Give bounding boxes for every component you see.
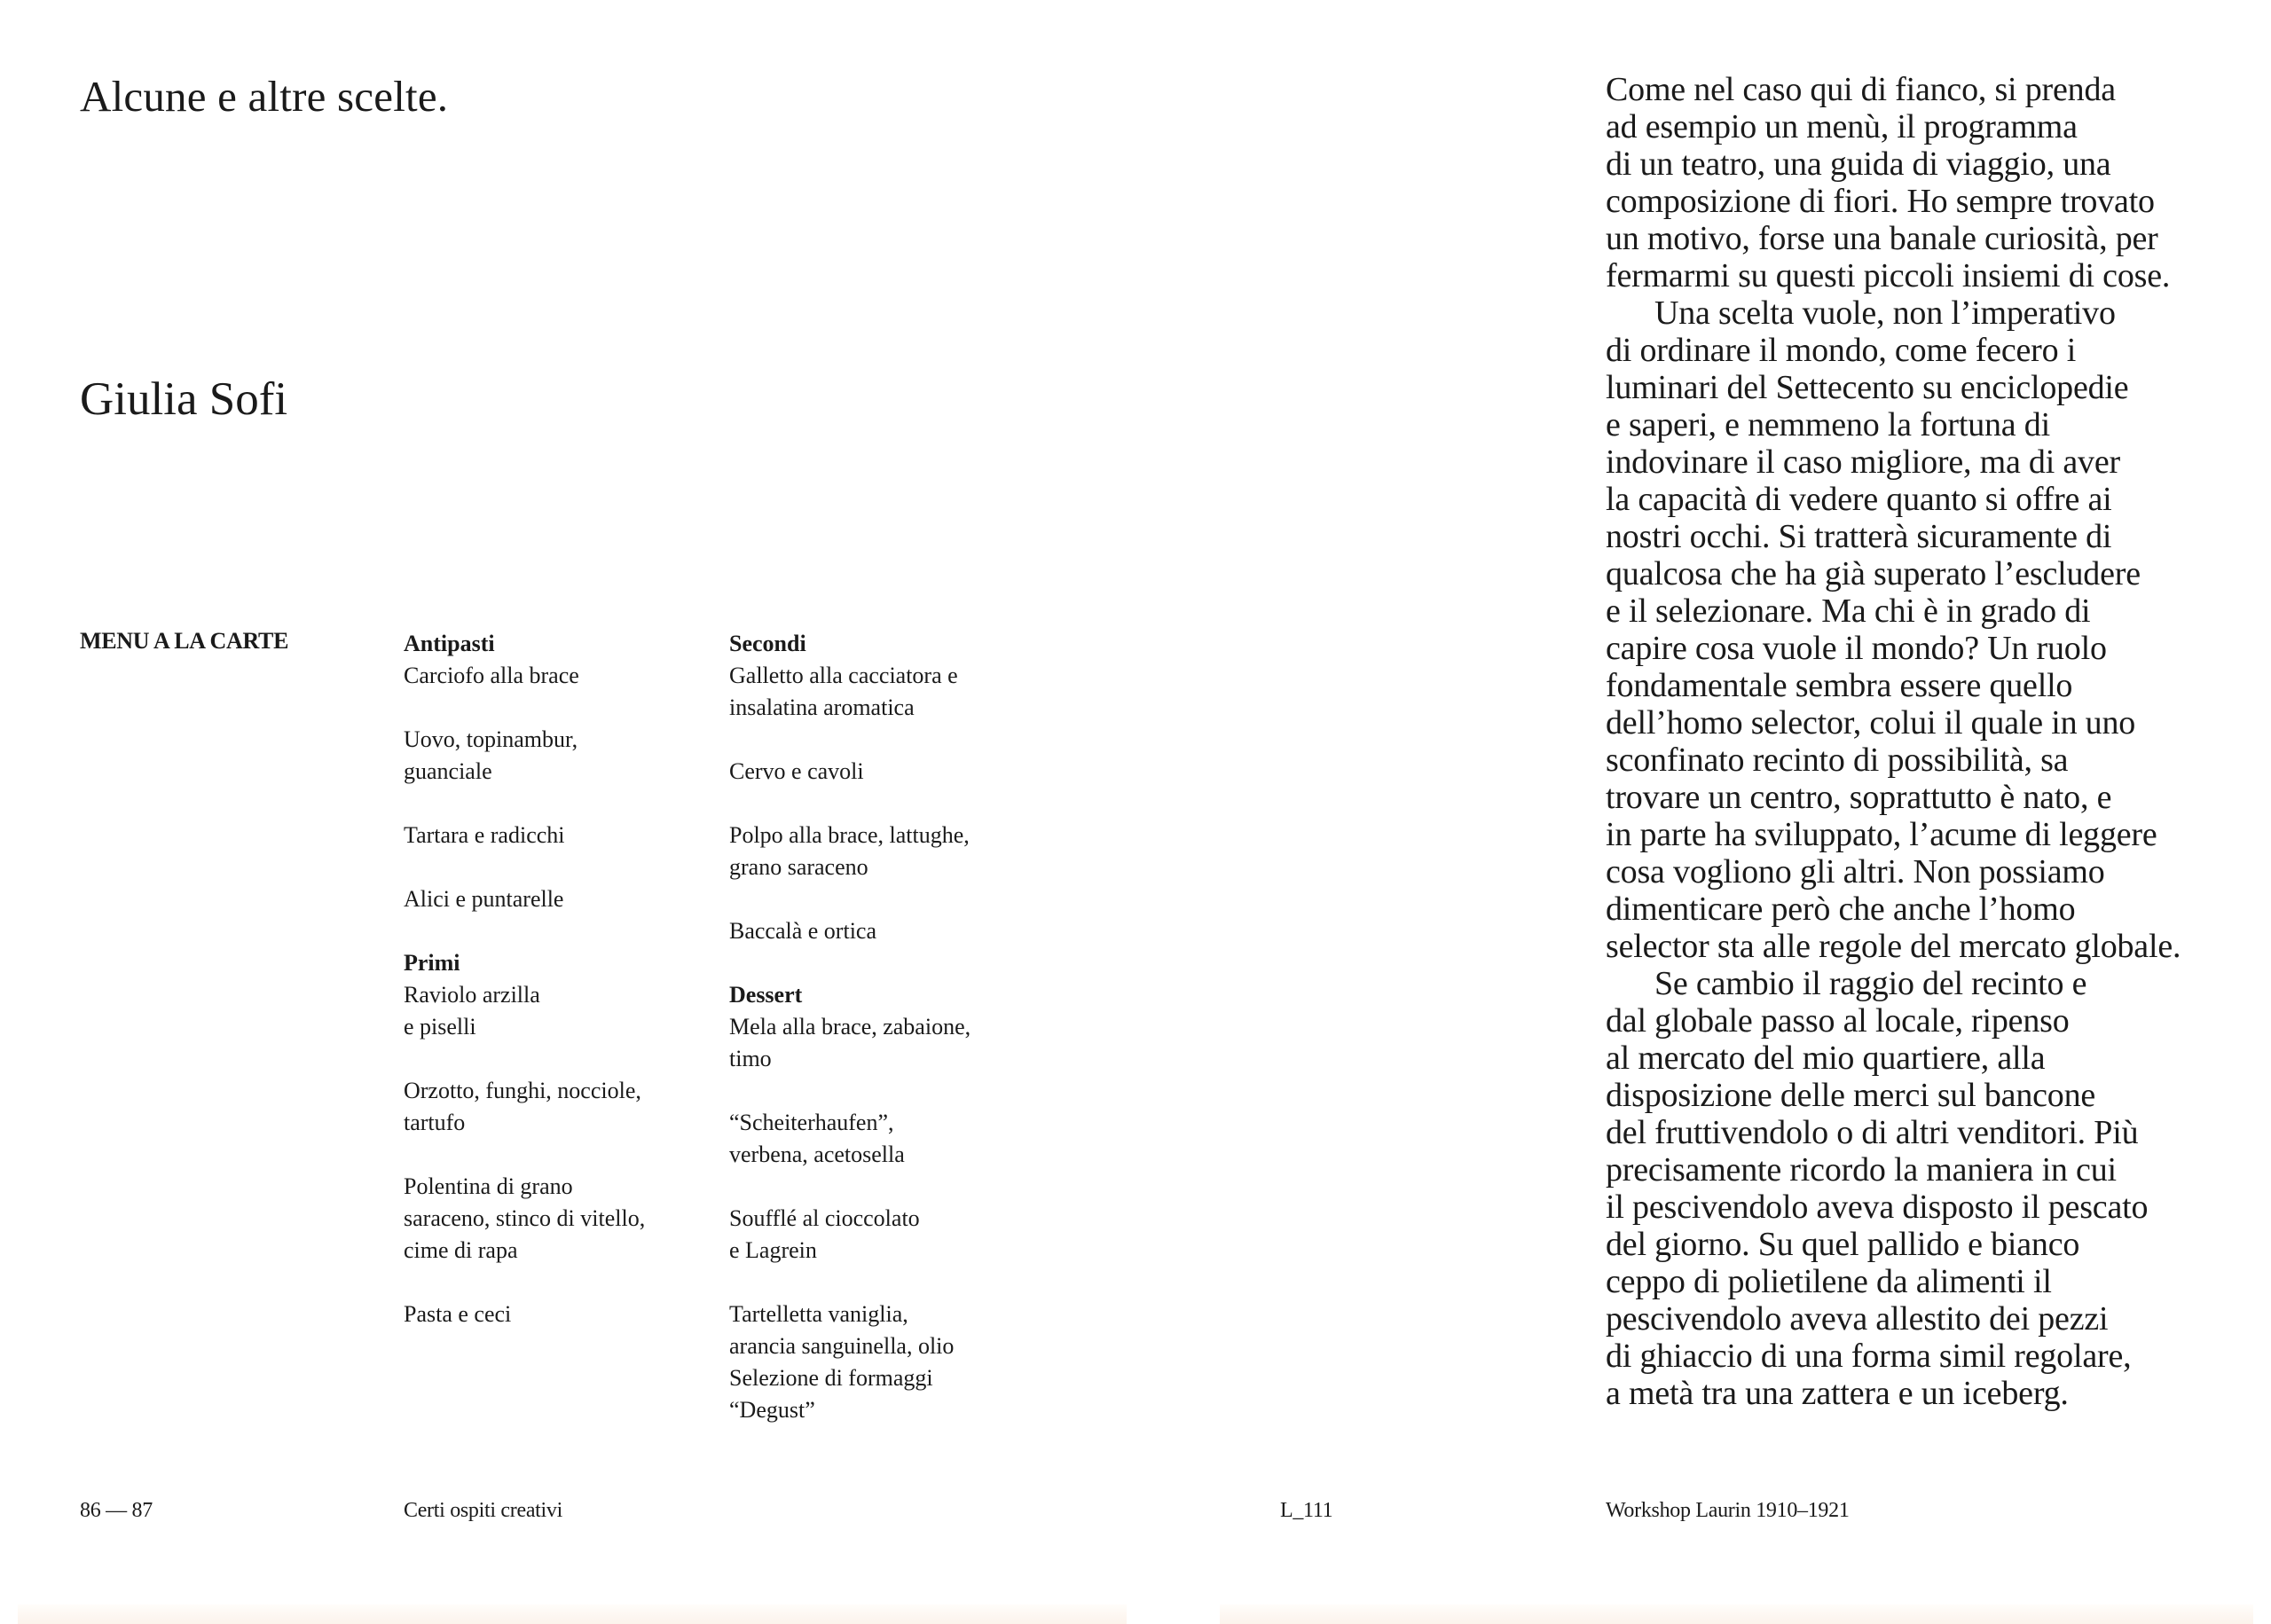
menu-item: Raviolo arzilla e piselli xyxy=(404,982,540,1040)
essay-line: pescivendolo aveva allestito dei pezzi xyxy=(1606,1300,2109,1338)
footer-page-numbers: 86 — 87 xyxy=(80,1499,153,1522)
essay-line: la capacità di vedere quanto si offre ai xyxy=(1606,481,2112,518)
course-heading-dessert: Dessert xyxy=(729,982,803,1008)
course-heading-secondi: Secondi xyxy=(729,631,806,656)
essay-line: del giorno. Su quel pallido e bianco xyxy=(1606,1226,2080,1263)
right-page xyxy=(1220,0,2271,1624)
essay-line: sconfinato recinto di possibilità, sa xyxy=(1606,741,2069,779)
essay-line: dell’homo selector, colui il quale in uno xyxy=(1606,704,2136,741)
menu-item: Orzotto, funghi, nocciole, tartufo xyxy=(404,1078,641,1135)
menu-item: Mela alla brace, zabaione, timo xyxy=(729,1014,971,1071)
menu-item: Tartelletta vaniglia, arancia sanguinella, olio xyxy=(729,1301,955,1359)
menu-item: Alici e puntarelle xyxy=(404,886,564,912)
essay-line: il pescivendolo aveva disposto il pescato xyxy=(1606,1189,2149,1226)
essay-line: ad esempio un menù, il programma xyxy=(1606,108,2078,145)
essay-line: selector sta alle regole del mercato globale. xyxy=(1606,928,2181,965)
menu-item: Uovo, topinambur, guanciale xyxy=(404,726,578,784)
essay-line: un motivo, forse una banale curiosità, per xyxy=(1606,220,2158,257)
essay-line: nostri occhi. Si tratterà sicuramente di xyxy=(1606,518,2112,555)
essay-line: cosa vogliono gli altri. Non possiamo xyxy=(1606,853,2105,890)
essay-line: Come nel caso qui di fianco, si prenda xyxy=(1606,71,2116,108)
essay-line: al mercato del mio quartiere, alla xyxy=(1606,1040,2046,1077)
menu-item: Polentina di grano saraceno, stinco di vitello, cime di rapa xyxy=(404,1173,646,1263)
menu-item: Tartara e radicchi xyxy=(404,822,565,848)
essay-line: dimenticare però che anche l’homo xyxy=(1606,890,2076,928)
essay-line: ceppo di polietilene da alimenti il xyxy=(1606,1263,2052,1300)
essay-line: disposizione delle merci sul bancone xyxy=(1606,1077,2096,1114)
page-title: Alcune e altre scelte. xyxy=(80,72,449,121)
essay-line: fondamentale sembra essere quello xyxy=(1606,667,2073,704)
essay-line: precisamente ricordo la maniera in cui xyxy=(1606,1151,2117,1189)
course-heading-antipasti: Antipasti xyxy=(404,631,495,656)
menu-item: Carciofo alla brace xyxy=(404,663,579,688)
essay-line: in parte ha sviluppato, l’acume di leggere xyxy=(1606,816,2157,853)
menu-item: Baccalà e ortica xyxy=(729,918,876,944)
essay-line: e saperi, e nemmeno la fortuna di xyxy=(1606,406,2050,443)
essay-line: Una scelta vuole, non l’imperativo xyxy=(1654,294,2116,332)
essay-line: di un teatro, una guida di viaggio, una xyxy=(1606,145,2111,183)
footer-code: L_111 xyxy=(1280,1499,1333,1522)
essay-line: e il selezionare. Ma chi è in grado di xyxy=(1606,592,2091,630)
essay-text xyxy=(1606,71,2244,1412)
essay-line: dal globale passo al locale, ripenso xyxy=(1606,1002,2070,1040)
page-edge-shadow xyxy=(18,1604,1127,1624)
essay-line: capire cosa vuole il mondo? Un ruolo xyxy=(1606,630,2107,667)
essay-line: qualcosa che ha già superato l’escludere xyxy=(1606,555,2141,592)
essay-line: di ghiaccio di una forma simil regolare, xyxy=(1606,1338,2132,1375)
menu-item: Pasta e ceci xyxy=(404,1301,512,1327)
menu-item: Cervo e cavoli xyxy=(729,758,864,784)
menu-item: Galletto alla cacciatora e insalatina aromatica xyxy=(729,663,958,720)
author-name: Giulia Sofi xyxy=(80,373,288,425)
menu-item: Selezione di formaggi “Degust” xyxy=(729,1365,933,1423)
essay-line: trovare un centro, soprattutto è nato, e xyxy=(1606,779,2112,816)
essay-line: composizione di fiori. Ho sempre trovato xyxy=(1606,183,2155,220)
menu-column-secondi-dessert xyxy=(729,628,1031,1458)
menu-column-antipasti-primi xyxy=(404,628,705,1362)
footer-book-title: Workshop Laurin 1910–1921 xyxy=(1606,1499,1850,1522)
essay-line: del fruttivendolo o di altri venditori. Più xyxy=(1606,1114,2139,1151)
menu-item: Soufflé al cioccolato e Lagrein xyxy=(729,1205,920,1263)
page-edge-shadow xyxy=(1220,1604,2253,1624)
menu-label: MENU A LA CARTE xyxy=(80,628,289,654)
left-page xyxy=(0,0,1127,1624)
essay-line: di ordinare il mondo, come fecero i xyxy=(1606,332,2077,369)
essay-line: Se cambio il raggio del recinto e xyxy=(1654,965,2087,1002)
menu-item: “Scheiterhaufen”, verbena, acetosella xyxy=(729,1110,905,1167)
course-heading-primi: Primi xyxy=(404,950,460,976)
essay-line: a metà tra una zattera e un iceberg. xyxy=(1606,1375,2069,1412)
essay-line: fermarmi su questi piccoli insiemi di cose. xyxy=(1606,257,2171,294)
essay-line: indovinare il caso migliore, ma di aver xyxy=(1606,443,2120,481)
footer-section-title: Certi ospiti creativi xyxy=(404,1499,562,1522)
essay-line: luminari del Settecento su enciclopedie xyxy=(1606,369,2129,406)
menu-item: Polpo alla brace, lattughe, grano saraceno xyxy=(729,822,970,880)
